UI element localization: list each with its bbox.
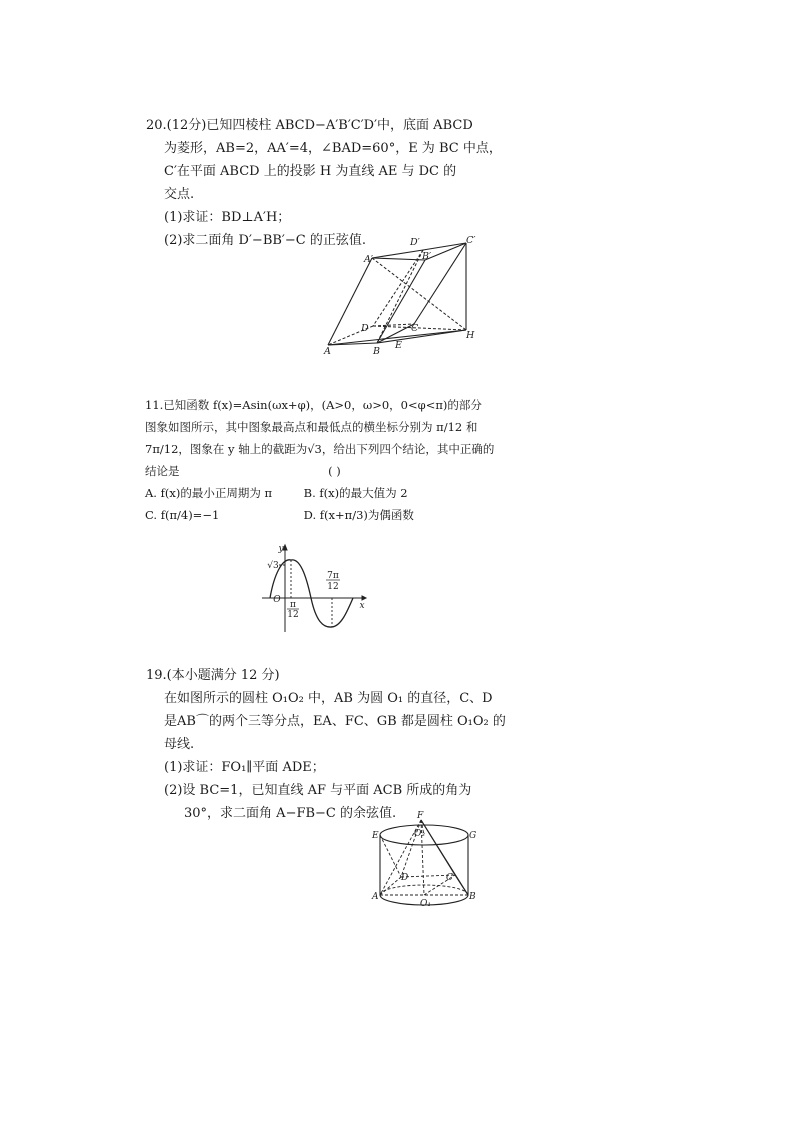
label-E: E [395,340,402,351]
q20-line: (1)求证：BD⊥A′H； [164,210,291,225]
q11-line: 图象如图所示，其中图象最高点和最低点的横坐标分别为 π/12 和 [145,420,478,434]
q11-line: 11.已知函数 f(x)=Asin(ωx+φ)，(A>0，ω>0，0<φ<π)的部分 [145,398,482,412]
answer-paren: ( ) [328,464,341,478]
q20-line: 20.(12分)已知四棱柱 ABCD−A′B′C′D′中，底面 ABCD [146,118,473,133]
y-axis-label: y [278,544,284,554]
pi12-num: π [290,600,296,610]
q19-cylinder-figure [370,810,480,910]
q11-line: 7π/12，图象在 y 轴上的截距为√3，给出下列四个结论，其中正确的 [145,442,495,456]
label-G: G [469,831,477,841]
q20-line: 交点. [164,187,195,202]
label-D: D [361,323,369,334]
q20-line: C′在平面 ABCD 上的投影 H 为直线 AE 与 DC 的 [164,164,457,179]
q19-line: 在如图所示的圆柱 O₁O₂ 中，AB 为圆 O₁ 的直径，C、D [164,691,493,706]
q20-prism-figure [315,232,490,357]
q20-line: (2)求二面角 D′−BB′−C 的正弦值. [164,233,366,248]
q19-line: 19.(本小题满分 12 分) [146,668,280,683]
q11-text [145,394,495,526]
label-D1: D′ [410,237,420,248]
label-A1: A′ [364,254,374,265]
option-a: A. f(x)的最小正周期为 π [145,486,273,500]
label-C: C [446,873,453,883]
q19-line: (2)设 BC=1，已知直线 AF 与平面 ACB 所成的角为 [164,783,472,798]
7pi12-den: 12 [327,582,339,592]
q19-line: 30°，求二面角 A−FB−C 的余弦值. [184,806,397,821]
origin-label: O [273,595,281,605]
q19-text [146,664,506,825]
q20-line: 为菱形，AB=2，AA′=4，∠BAD=60°，E 为 BC 中点， [164,141,502,156]
label-F: F [417,811,424,821]
label-A: A [324,346,331,357]
label-B1: B′ [422,251,432,262]
option-d: D. f(x+π/3)为偶函数 [303,508,414,522]
q11-line: 结论是 [145,464,180,478]
option-c: C. f(π/4)=−1 [145,508,220,522]
label-B: B [469,892,476,902]
label-O2: O₂ [414,829,425,839]
q19-line: 母线. [164,737,195,752]
label-O1: O₁ [420,899,431,909]
sqrt3-label: √3 [267,561,279,571]
7pi12-num: 7π [327,571,339,581]
label-B: B [373,346,380,357]
label-H: H [466,330,475,341]
q11-sine-graph [258,540,370,640]
option-b: B. f(x)的最大值为 2 [303,486,408,500]
edge [372,250,423,258]
label-C1: C′ [466,235,476,246]
pi12-den: 12 [287,610,299,620]
label-A: A [372,892,379,902]
label-C: C [411,323,419,334]
x-axis-label: x [359,601,365,611]
q19-line: (1)求证：FO₁∥平面 ADE； [164,760,325,775]
label-D: D [401,873,409,883]
q19-line: 是AB⌒的两个三等分点，EA、FC、GB 都是圆柱 O₁O₂ 的 [164,714,506,729]
label-E: E [372,831,379,841]
